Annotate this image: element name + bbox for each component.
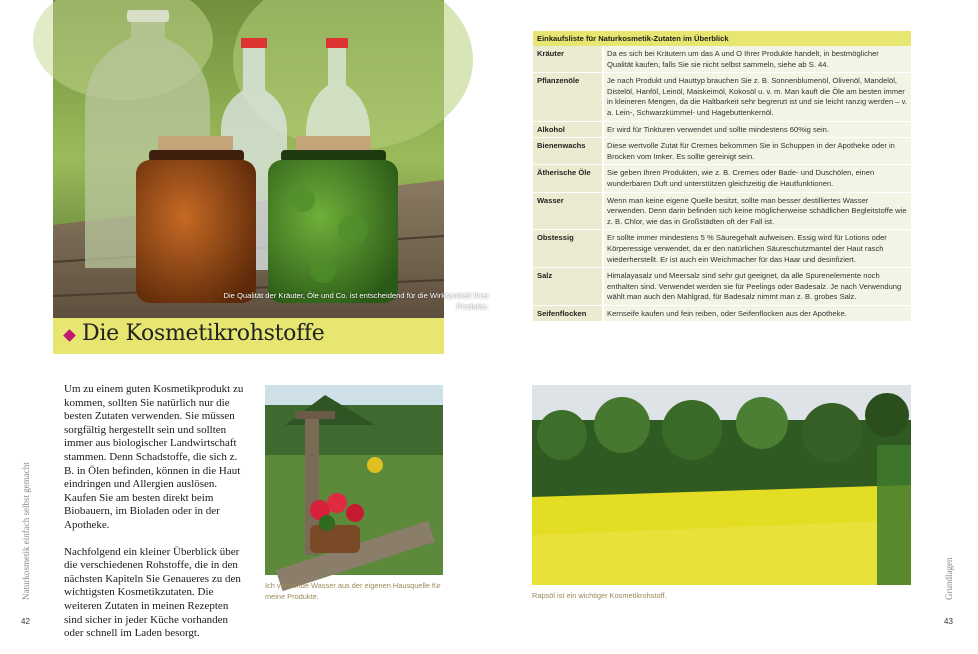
- table-row: [533, 193, 911, 231]
- table-row: [533, 268, 911, 306]
- row-key: Bienenwachs: [533, 138, 604, 164]
- body-paragraph-1: Um zu einem guten Kosmetikprodukt zu kommen, sollten Sie natürlich nur die besten Zutaten verwenden. Sie müssen sorgfältig hergestellt sein und sollten immer aus biologischer Landwirtschaft stammen. Denn Schadstoffe, die sich z. B. in Ölen befinden, können in die Haut eindringen und Allergien auslösen. Kaufen Sie am besten direkt beim Biobauern, im Bioladen oder in der Apotheke.: [64, 383, 244, 531]
- row-value: Kernseife kaufen und fein reiben, oder Seifenflocken aus der Apotheke.: [604, 306, 911, 322]
- row-value: Diese wertvolle Zutat für Cremes bekommen Sie in Schuppen in der Apotheke oder in Brocken vom Imker. Es sollte gereinigt sein.: [604, 138, 911, 164]
- rapeseed-field-photo: [532, 385, 911, 585]
- row-value: Er wird für Tinkturen verwendet und sollte mindestens 60%ig sein.: [604, 122, 911, 138]
- section-title: Die Kosmetikrohstoffe: [82, 321, 325, 346]
- rapeseed-photo-caption: Rapsöl ist ein wichtiger Kosmetikrohstoff.: [532, 591, 667, 600]
- well-photo-caption: Ich verwende Wasser aus der eigenen Hausquelle für meine Produkte.: [265, 581, 441, 601]
- row-key: Seifenflocken: [533, 306, 604, 322]
- body-paragraph-2: Nachfolgend ein kleiner Überblick über die verschiedenen Rohstoffe, die in den nächsten Kapiteln Sie Genaueres zu den wichtigsten Kosmetikzutaten. Die weiteren Zutaten in meinen Rezepten sind sicher in jeder Küche vorhanden oder schnell im Laden besorgt.: [64, 545, 241, 640]
- body-text: [64, 383, 249, 654]
- row-key: Obstessig: [533, 230, 604, 267]
- row-value: Er sollte immer mindestens 5 % Säuregehalt aufweisen. Essig wird für Lotions oder Körperessige verwendet, da er den natürlichen Säureschutzmantel der Haut rasch wiederherstellt. Er ist auch ein Weichmacher für das Haar und desinfiziert.: [604, 230, 911, 267]
- row-value: Je nach Produkt und Hauttyp brauchen Sie z. B. Sonnenblumenöl, Olivenöl, Mandelöl, Distelöl, Hanföl, Leinöl, Maiskeimöl, Kokosöl u. v. m. Man kauft die Öle am besten immer in kleineren Mengen, da die Haltbarkeit sehr begrenzt ist und sie leicht ranzig werden – v. a. Lein-, Schwarzkümmel- und Hagebuttenkernöl.: [604, 73, 911, 120]
- left-page-number: 42: [21, 617, 30, 626]
- table-row: [533, 306, 911, 323]
- row-key: Kräuter: [533, 46, 604, 72]
- section-title-band: [53, 318, 444, 354]
- table-row: [533, 138, 911, 165]
- table-row: [533, 73, 911, 121]
- ingredients-table: [533, 31, 911, 322]
- table-row: [533, 46, 911, 73]
- table-title: Einkaufsliste für Naturkosmetik-Zutaten im Überblick: [533, 31, 911, 46]
- left-spine-text: Naturkosmetik einfach selbst gemacht: [21, 462, 31, 600]
- well-flowers-illustration: [265, 385, 443, 575]
- right-page-number: 43: [944, 617, 953, 626]
- row-key: Salz: [533, 268, 604, 305]
- row-key: Alkohol: [533, 122, 604, 138]
- hero-photo-caption: Die Qualität der Kräuter, Öle und Co. ist entscheidend für die Wirksamkeit Ihrer Produkte.: [223, 291, 489, 311]
- rapeseed-field-illustration: [532, 385, 911, 585]
- table-row: [533, 230, 911, 268]
- row-key: Ätherische Öle: [533, 165, 604, 191]
- bottles-jars-illustration: [53, 0, 444, 318]
- row-value: Himalayasalz und Meersalz sind sehr gut geeignet, da alle Spurenelemente noch enthalten sind. Verwendet werden sie für Peelings oder Badesalz. Je nach Verwendung wählt man auch den Mahlgrad, für Badesalz nimmt man z. B. grobes Salz.: [604, 268, 911, 305]
- row-value: Sie geben Ihren Produkten, wie z. B. Cremes oder Bade- und Duschölen, einen wunderbaren Duft und unterstützen gleichzeitig die Hautfunktionen.: [604, 165, 911, 191]
- table-row: [533, 165, 911, 192]
- well-photo: [265, 385, 443, 575]
- row-value: Da es sich bei Kräutern um das A und O Ihrer Produkte handelt, in bestmöglicher Qualität kaufen, falls Sie sie nicht selbst sammeln, siehe ab S. 44.: [604, 46, 911, 72]
- row-key: Pflanzenöle: [533, 73, 604, 120]
- row-key: Wasser: [533, 193, 604, 230]
- diamond-bullet-icon: [63, 329, 76, 342]
- table-row: [533, 122, 911, 139]
- row-value: Wenn man keine eigene Quelle besitzt, sollte man besser destilliertes Wasser verwenden. Denn darin befinden sich keine möglicherweise schädlichen Begleitstoffe wie z. B. Chlor, wie das in Großstädten oft der Fall ist.: [604, 193, 911, 230]
- hero-photo-bottles-jars: [53, 0, 489, 318]
- right-spine-text: Grundlagen: [944, 557, 954, 600]
